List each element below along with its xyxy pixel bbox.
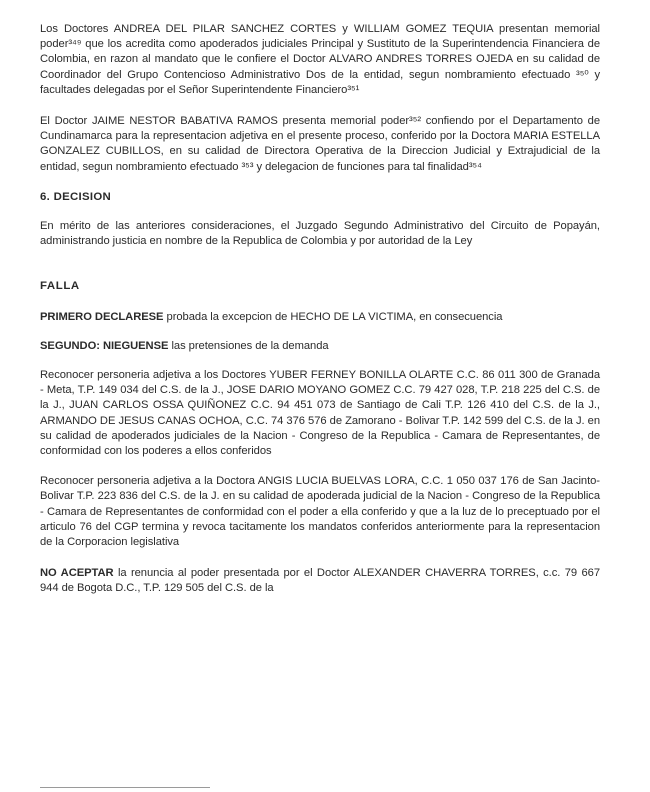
footnote-divider [40,787,210,788]
paragraph-segundo [40,339,600,354]
paragraph-superintendencia-poder: Los Doctores ANDREA DEL PILAR SANCHEZ CORTES y WILLIAM GOMEZ TEQUIA presentan memorial poder³⁴⁹ que los acredita como apoderados judiciales Principal y Sustituto de la Superintendencia Financiera de Colombia, en razon al mandato que le confiere el Doctor ALVARO ANDRES TORRES OJEDA en su calidad de Coordinador del Grupo Contencioso Administrativo Dos de la entidad, segun nombramiento efectuado ³⁵⁰ y facultades delegadas por el Señor Superintendente Financiero³⁵¹ [40,23,600,96]
paragraph-no-aceptar [40,566,600,596]
segundo-text: las pretensiones de la demanda [168,339,329,352]
no-aceptar-text: la renuncia al poder presentada por el Doctor ALEXANDER CHAVERRA TORRES, c.c. 79 667 944 de Bogota D.C., T.P. 129 505 del C.S. de la [40,567,600,595]
paragraph-primero [40,310,600,325]
primero-label: PRIMERO DECLARESE [40,310,164,323]
paragraph-cundinamarca-poder: El Doctor JAIME NESTOR BABATIVA RAMOS presenta memorial poder³⁵² confiendo por el Departamento de Cundinamarca para la representacion adjetiva en el presente proceso, conferido por la Doctora MARIA ESTELLA GONZALEZ CUBILLOS, en su calidad de Directora Operativa de la Direccion Judicial y Extrajudicial de la entidad, segun nombramiento efectuado ³⁵³ y delegacion de funciones para tal finalidad³⁵⁴ [40,115,600,173]
primero-text: probada la excepcion de HECHO DE LA VICTIMA, en consecuencia [163,310,503,323]
no-aceptar-label: NO ACEPTAR [40,567,114,580]
paragraph-merito: En mérito de las anteriores consideraciones, el Juzgado Segundo Administrativo del Circuito de Popayán, administrando justicia en nombre de la Republica de Colombia y por autoridad de la Ley [40,220,600,248]
segundo-label: SEGUNDO: NIEGUENSE [40,339,169,352]
falla-title: FALLA [40,280,80,293]
paragraph-personeria-doctores: Reconocer personeria adjetiva a los Doctores YUBER FERNEY BONILLA OLARTE C.C. 86 011 300 de Granada - Meta, T.P. 149 034 del C.S. de la J., JOSE DARIO MOYANO GOMEZ C.C. 79 427 028, T.P. 218 225 del C.S. de la J., JUAN CARLOS OSSA QUIÑONEZ C.C. 94 451 073 de Santiago de Cali T.P. 126 410 del C.S. de la J., ARMANDO DE JESUS CANAS OCHOA, C.C. 74 376 576 de Zamorano - Bolivar T.P. 142 599 del C.S. de la J. en su calidad de apoderados judiciales de la Nacion - Congreso de la Republica - Camara de Representantes, de conformidad con los poderes a ellos conferidos [40,369,600,458]
paragraph-personeria-doctora: Reconocer personeria adjetiva a la Doctora ANGIS LUCIA BUELVAS LORA, C.C. 1 050 037 176 de San Jacinto- Bolivar T.P. 223 836 del C.S. de la J. en su calidad de apoderada judicial de la Nacion - Congreso de la Republica - Camara de Representantes de conformidad con el poder a ella conferido y que a la luz de lo preceptuado por el articulo 76 del CGP termina y revoca tacitamente los mandatos conferidos anteriormente para la representacion de la Corporacion legislativa [40,475,600,549]
section-heading-decision: 6. DECISION [40,190,112,203]
